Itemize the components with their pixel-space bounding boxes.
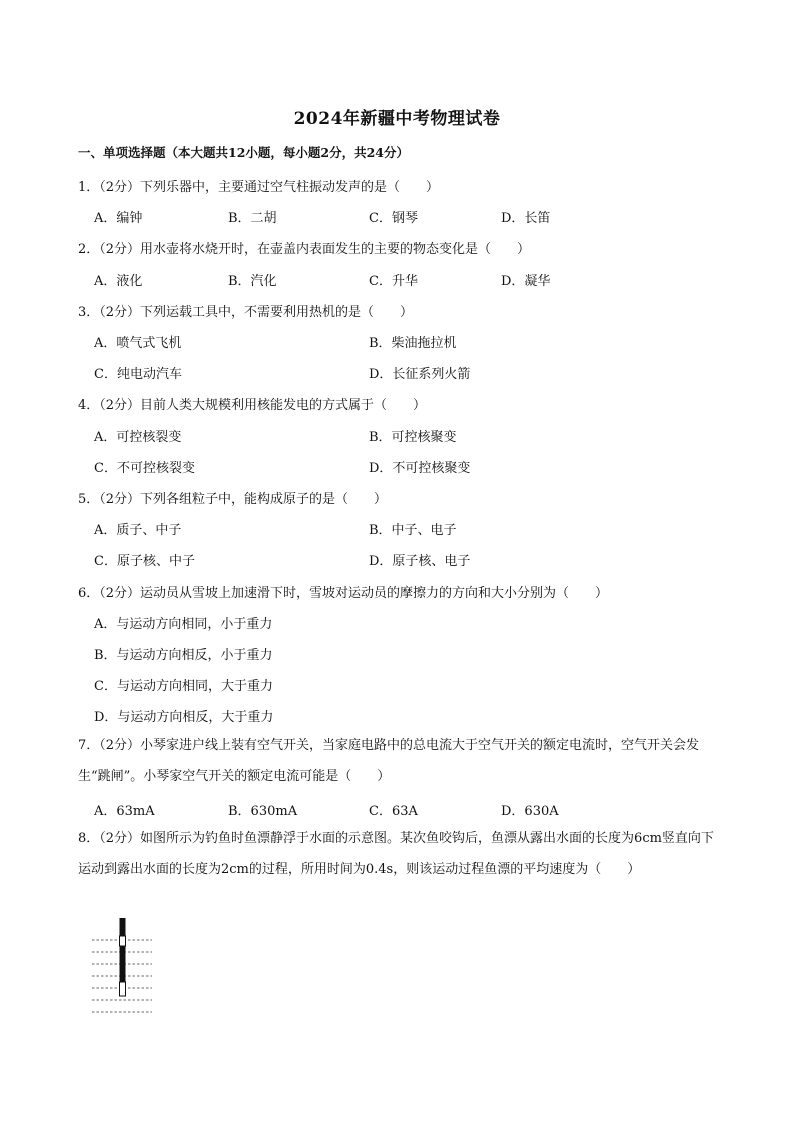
float-middle-black [120, 946, 126, 982]
question-2-stem: 2．（2分）用水壶将水烧开时，在壶盖内表面发生的主要的物态变化是（ ） [78, 242, 531, 257]
question-6-option-a[interactable]: A．与运动方向相同，小于重力 [94, 617, 273, 632]
fishing-float-figure [90, 912, 160, 1024]
page-title: 2024年新疆中考物理试卷 [293, 109, 501, 129]
fishing-float [120, 918, 126, 996]
question-1-option-c[interactable]: C．钢琴 [369, 211, 418, 226]
question-2-option-c[interactable]: C．升华 [369, 274, 418, 289]
question-1-option-d[interactable]: D．长笛 [501, 211, 551, 226]
question-4-option-b[interactable]: B．可控核聚变 [369, 430, 457, 445]
float-top-black [120, 918, 126, 936]
question-8-stem: 8．（2分）如图所示为钓鱼时鱼漂静浮于水面的示意图。某次鱼咬钩后，鱼漂从露出水面的长度为6cm竖直向下运动到露出水面的长度为2cm的过程，所用时间为0.4s，则该运动过程鱼漂的平均速度为（ ） [78, 831, 714, 877]
question-3-option-d[interactable]: D．长征系列火箭 [369, 367, 471, 382]
question-5-option-c[interactable]: C．原子核、中子 [94, 554, 195, 569]
question-1-option-a[interactable]: A．编钟 [94, 211, 143, 226]
question-5-option-a[interactable]: A．质子、中子 [94, 523, 182, 538]
question-2-option-b[interactable]: B．汽化 [228, 274, 277, 289]
question-3-stem: 3．（2分）下列运载工具中，不需要利用热机的是（ ） [78, 305, 414, 320]
question-5-option-b[interactable]: B．中子、电子 [369, 523, 457, 538]
question-5-stem: 5．（2分）下列各组粒子中，能构成原子的是（ ） [78, 492, 388, 507]
question-2-option-d[interactable]: D．凝华 [501, 274, 551, 289]
question-6-option-b[interactable]: B．与运动方向相反，小于重力 [94, 648, 273, 663]
question-7-option-c[interactable]: C．63A [369, 804, 418, 819]
section-heading: 一、单项选择题（本大题共12小题，每小题2分，共24分） [78, 145, 409, 160]
question-4-option-d[interactable]: D．不可控核聚变 [369, 461, 471, 476]
question-4-option-a[interactable]: A．可控核裂变 [94, 430, 182, 445]
question-4-stem: 4．（2分）目前人类大规模利用核能发电的方式属于（ ） [78, 398, 427, 413]
question-7-option-b[interactable]: B．630mA [228, 804, 298, 819]
question-4-option-c[interactable]: C．不可控核裂变 [94, 461, 195, 476]
question-2-option-a[interactable]: A．液化 [94, 274, 143, 289]
float-bottom-white [120, 982, 126, 996]
question-1-stem: 1．（2分）下列乐器中，主要通过空气柱振动发声的是（ ） [78, 180, 440, 195]
question-6-option-d[interactable]: D．与运动方向相反，大于重力 [94, 710, 274, 725]
float-white-band [120, 936, 126, 946]
question-7-option-d[interactable]: D．630A [501, 804, 559, 819]
question-5-option-d[interactable]: D．原子核、电子 [369, 554, 471, 569]
question-3-option-b[interactable]: B．柴油拖拉机 [369, 336, 457, 351]
question-6-stem: 6．（2分）运动员从雪坡上加速滑下时，雪坡对运动员的摩擦力的方向和大小分别为（ ） [78, 586, 609, 601]
question-7-stem: 7．（2分）小琴家进户线上装有空气开关，当家庭电路中的总电流大于空气开关的额定电流时，空气开关会发生“跳闸”。小琴家空气开关的额定电流可能是（ ） [78, 738, 700, 784]
question-3-option-c[interactable]: C．纯电动汽车 [94, 367, 182, 382]
question-6-option-c[interactable]: C．与运动方向相同，大于重力 [94, 679, 273, 694]
question-3-option-a[interactable]: A．喷气式飞机 [94, 336, 182, 351]
question-7-option-a[interactable]: A．63mA [94, 804, 155, 819]
question-1-option-b[interactable]: B．二胡 [228, 211, 277, 226]
